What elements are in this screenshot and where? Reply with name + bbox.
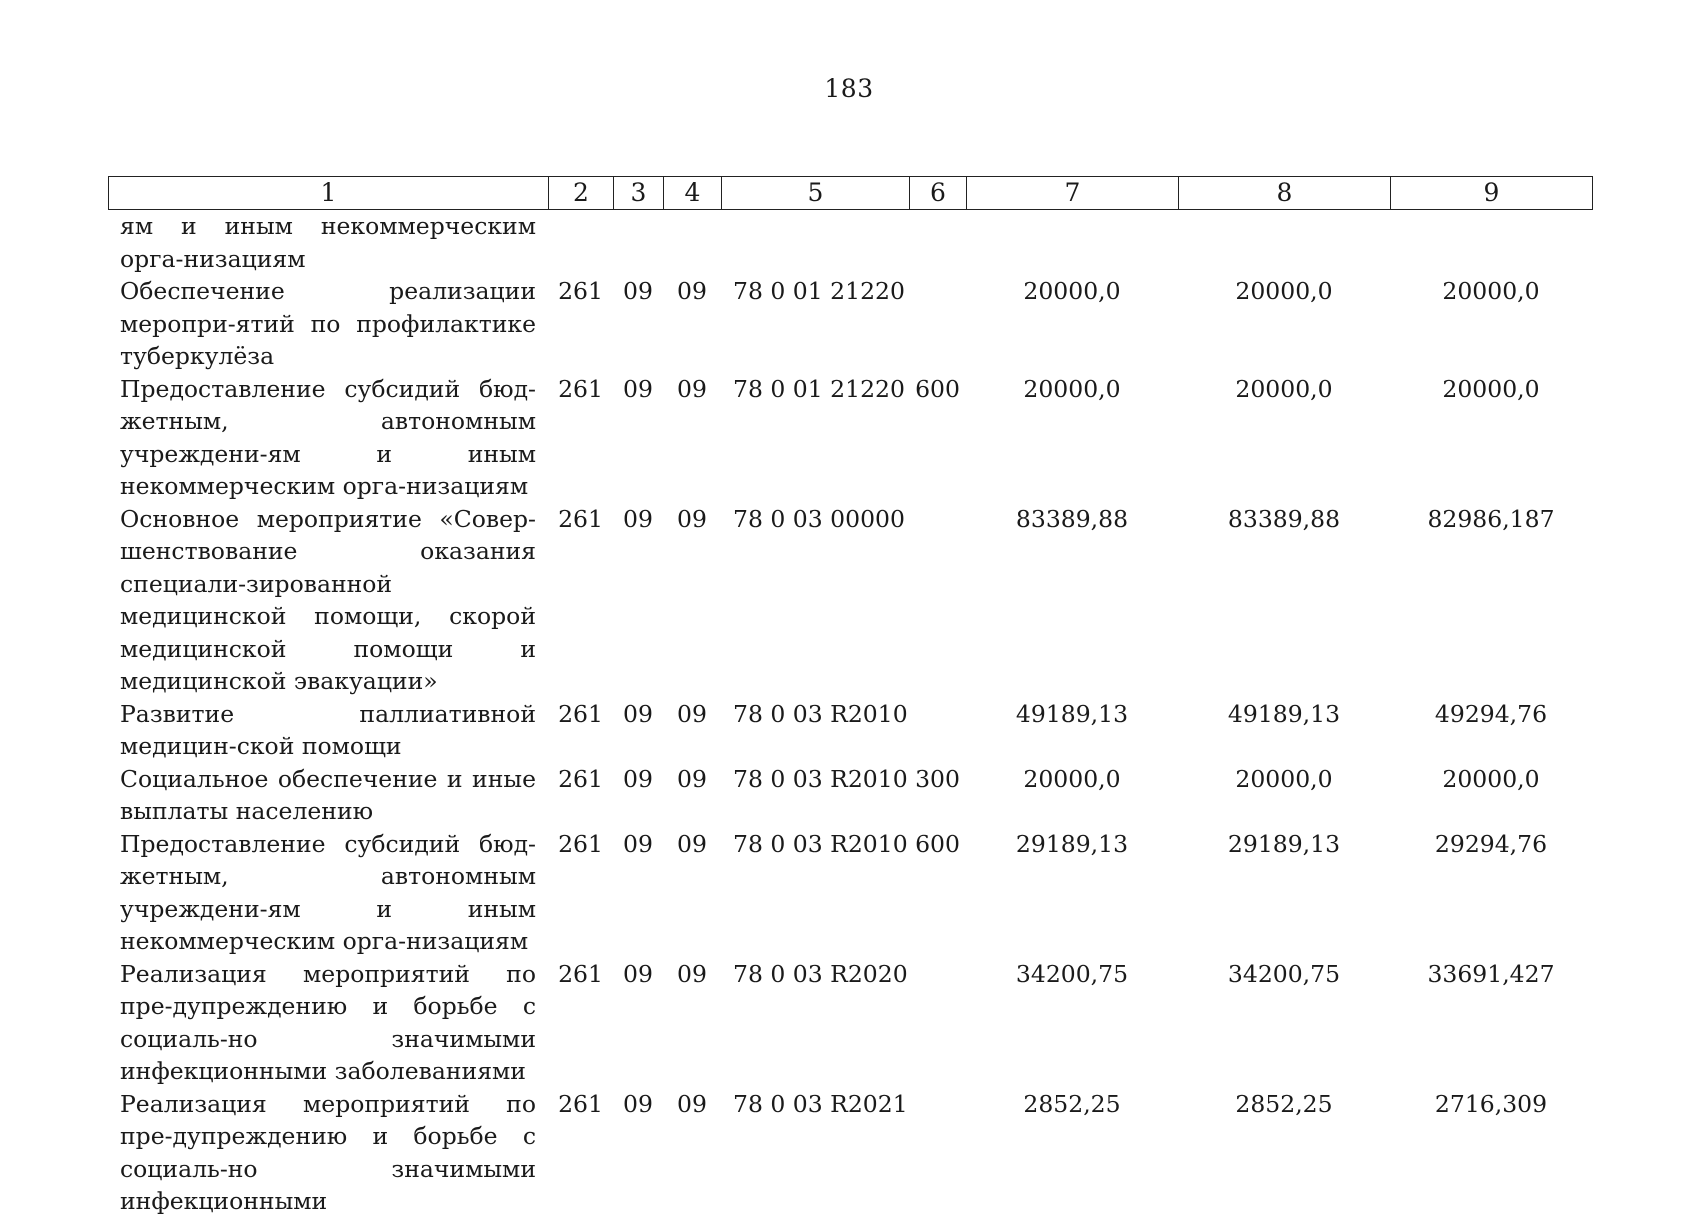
cell-section-code bbox=[613, 210, 663, 275]
cell-subsection-code: 09 bbox=[677, 1089, 707, 1118]
cell-ministry-code: 261 bbox=[558, 374, 603, 403]
row-description: Социальное обеспечение и иные выплаты населению bbox=[120, 764, 536, 825]
table-row bbox=[108, 698, 1592, 763]
page-number: 183 bbox=[824, 74, 874, 103]
cell-target-article: 78 0 03 R2020 bbox=[733, 959, 908, 988]
cell-section-code: 09 bbox=[623, 504, 653, 533]
cell-amount-col9: 20000,0 bbox=[1442, 764, 1540, 793]
cell-expense-type bbox=[909, 503, 966, 698]
cell-amount-col9 bbox=[1390, 210, 1592, 275]
cell-amount-col7: 83389,88 bbox=[1015, 504, 1129, 533]
table-row bbox=[108, 763, 1592, 828]
cell-ministry-code: 261 bbox=[558, 1089, 603, 1118]
cell-target-article: 78 0 03 00000 bbox=[733, 504, 905, 533]
cell-amount-col7: 34200,75 bbox=[1015, 959, 1129, 988]
cell-amount-col7: 20000,0 bbox=[1023, 277, 1121, 305]
cell-amount-col7 bbox=[966, 210, 1178, 275]
cell-target-article: 78 0 01 21220 bbox=[733, 374, 905, 403]
cell-expense-type: 300 bbox=[915, 764, 960, 793]
table-row bbox=[108, 275, 1592, 373]
cell-subsection-code: 09 bbox=[677, 829, 707, 858]
cell-subsection-code: 09 bbox=[677, 764, 707, 793]
cell-ministry-code: 261 bbox=[558, 764, 603, 793]
cell-section-code: 09 bbox=[623, 959, 653, 988]
cell-target-article: 78 0 01 21220 bbox=[733, 277, 905, 305]
column-header-4: 4 bbox=[664, 177, 722, 210]
cell-ministry-code: 261 bbox=[558, 277, 603, 305]
cell-ministry-code: 261 bbox=[558, 829, 603, 858]
column-header-1: 1 bbox=[109, 177, 549, 210]
cell-amount-col8: 83389,88 bbox=[1227, 504, 1341, 533]
row-description: ям и иным некоммерческим орга-низациям bbox=[120, 212, 536, 273]
table-row bbox=[108, 958, 1592, 1088]
cell-expense-type bbox=[909, 210, 966, 275]
cell-section-code: 09 bbox=[623, 764, 653, 793]
cell-target-article: 78 0 03 R2010 bbox=[733, 764, 908, 793]
cell-amount-col8: 20000,0 bbox=[1235, 374, 1333, 403]
cell-subsection-code: 09 bbox=[677, 504, 707, 533]
row-description: Обеспечение реализации меропри-ятий по профилактике туберкулёза bbox=[120, 277, 536, 370]
column-header-3: 3 bbox=[614, 177, 664, 210]
cell-amount-col9: 2716,309 bbox=[1434, 1089, 1548, 1118]
cell-section-code: 09 bbox=[623, 699, 653, 728]
cell-amount-col7: 20000,0 bbox=[1023, 764, 1121, 793]
column-header-2: 2 bbox=[549, 177, 614, 210]
cell-amount-col7: 2852,25 bbox=[1023, 1089, 1121, 1118]
cell-amount-col9: 82986,187 bbox=[1427, 504, 1555, 533]
cell-expense-type: 600 bbox=[915, 829, 960, 858]
cell-expense-type: 600 bbox=[915, 374, 960, 403]
table-row bbox=[108, 1088, 1592, 1218]
row-description: Развитие паллиативной медицин-ской помощи bbox=[120, 699, 536, 760]
cell-amount-col8: 20000,0 bbox=[1235, 764, 1333, 793]
cell-target-article: 78 0 03 R2021 bbox=[733, 1089, 908, 1118]
cell-section-code: 09 bbox=[623, 829, 653, 858]
column-header-8: 8 bbox=[1179, 177, 1391, 210]
cell-amount-col9: 20000,0 bbox=[1442, 374, 1540, 403]
row-description: Предоставление субсидий бюд-жетным, автономным учреждени-ям и иным некоммерческим орга-низациям bbox=[120, 829, 536, 955]
cell-section-code: 09 bbox=[623, 277, 653, 305]
cell-ministry-code: 261 bbox=[558, 504, 603, 533]
table-row bbox=[108, 373, 1592, 503]
cell-amount-col8: 34200,75 bbox=[1227, 959, 1341, 988]
cell-expense-type bbox=[909, 698, 966, 763]
column-header-5: 5 bbox=[722, 177, 910, 210]
table-row bbox=[108, 828, 1592, 958]
cell-ministry-code bbox=[548, 210, 613, 275]
cell-ministry-code: 261 bbox=[558, 959, 603, 988]
cell-target-article bbox=[721, 210, 909, 275]
cell-expense-type bbox=[909, 1088, 966, 1218]
cell-subsection-code: 09 bbox=[677, 277, 707, 305]
cell-ministry-code: 261 bbox=[558, 699, 603, 728]
cell-amount-col7: 49189,13 bbox=[1015, 699, 1129, 728]
budget-table bbox=[108, 210, 1592, 1218]
row-description: Реализация мероприятий по пре-дупреждению и борьбе с социаль-но значимыми инфекционными заболеваниями bbox=[120, 959, 536, 1085]
cell-expense-type bbox=[909, 275, 966, 373]
table-row bbox=[108, 210, 1592, 275]
column-header-6: 6 bbox=[910, 177, 967, 210]
cell-target-article: 78 0 03 R2010 bbox=[733, 829, 908, 858]
cell-amount-col8: 49189,13 bbox=[1227, 699, 1341, 728]
cell-target-article: 78 0 03 R2010 bbox=[733, 699, 908, 728]
row-description: Реализация мероприятий по пре-дупреждению и борьбе с социаль-но значимыми инфекционными bbox=[120, 1089, 536, 1215]
cell-amount-col8: 29189,13 bbox=[1227, 829, 1341, 858]
cell-subsection-code: 09 bbox=[677, 374, 707, 403]
cell-amount-col9: 33691,427 bbox=[1427, 959, 1555, 988]
cell-subsection-code: 09 bbox=[677, 699, 707, 728]
cell-amount-col9: 49294,76 bbox=[1434, 699, 1548, 728]
cell-expense-type bbox=[909, 958, 966, 1088]
cell-amount-col9: 20000,0 bbox=[1442, 277, 1540, 305]
column-header-9: 9 bbox=[1391, 177, 1593, 210]
column-header-7: 7 bbox=[967, 177, 1179, 210]
cell-amount-col8 bbox=[1178, 210, 1390, 275]
cell-amount-col8: 2852,25 bbox=[1235, 1089, 1333, 1118]
cell-section-code: 09 bbox=[623, 374, 653, 403]
cell-subsection-code bbox=[663, 210, 721, 275]
row-description: Предоставление субсидий бюд-жетным, автономным учреждени-ям и иным некоммерческим орга-низациям bbox=[120, 374, 536, 500]
cell-amount-col8: 20000,0 bbox=[1235, 277, 1333, 305]
table-row bbox=[108, 503, 1592, 698]
cell-amount-col7: 20000,0 bbox=[1023, 374, 1121, 403]
cell-amount-col9: 29294,76 bbox=[1434, 829, 1548, 858]
row-description: Основное мероприятие «Совер-шенствование оказания специали-зированной медицинской помощи, скорой медицинской помощи и медицинской эвакуации» bbox=[120, 504, 536, 695]
cell-subsection-code: 09 bbox=[677, 959, 707, 988]
column-header-row bbox=[108, 176, 1593, 210]
cell-amount-col7: 29189,13 bbox=[1015, 829, 1129, 858]
cell-section-code: 09 bbox=[623, 1089, 653, 1118]
